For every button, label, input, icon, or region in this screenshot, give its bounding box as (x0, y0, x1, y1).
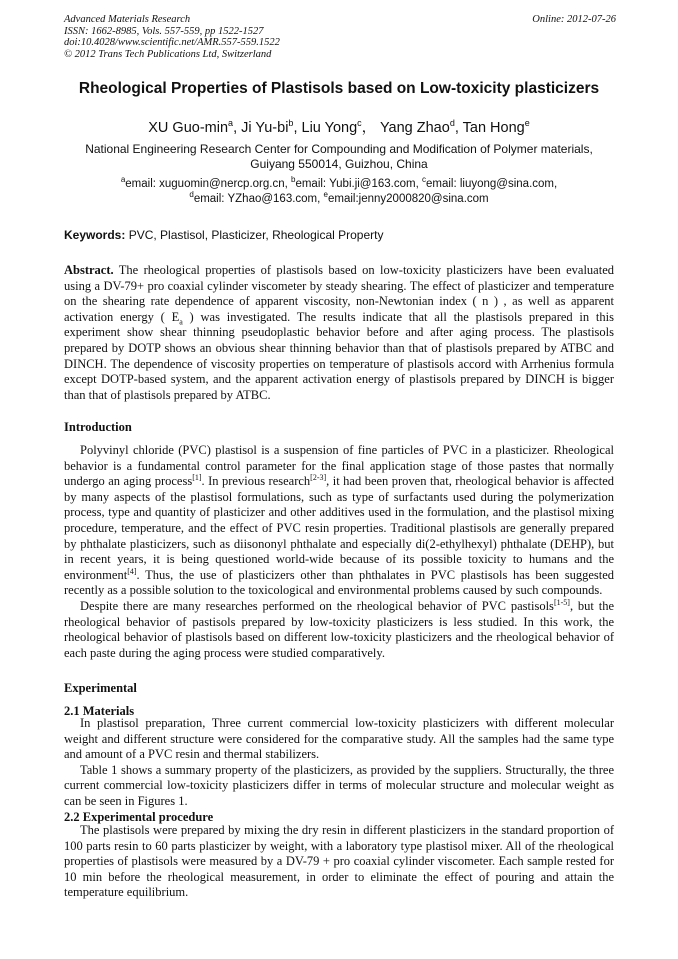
email-mark: e (323, 189, 328, 199)
materials-heading: 2.1 Materials (64, 704, 135, 718)
author-separator: , (293, 120, 302, 136)
doi-line: doi:10.4028/www.scientific.net/AMR.557-559.1522 (64, 37, 280, 48)
email-list (60, 177, 618, 206)
introduction-paragraph (64, 443, 614, 599)
abstract-label: Abstract. (64, 263, 114, 277)
citation[interactable]: [1-5] (553, 597, 570, 607)
paper-title: Rheological Properties of Plastisols based on Low-toxicity plasticizers (78, 80, 600, 97)
email-e[interactable]: email:jenny2000820@sina.com (327, 192, 489, 205)
introduction-body (64, 443, 614, 661)
journal-header (64, 14, 280, 60)
text-run: Despite there are many researches performed on the rheological behavior of PVC pastisols (80, 598, 554, 613)
citation[interactable]: [1] (192, 473, 202, 483)
author-list (40, 116, 638, 137)
affiliation-line: Guiyang 550014, Guizhou, China (250, 157, 428, 171)
materials-body (64, 716, 614, 810)
email-line (60, 189, 618, 207)
journal-name: Advanced Materials Research (64, 14, 191, 25)
text-run: . Thus, the use of plasticizers other than phthalates in PVC plastisols has been suggested recently as a possible solution to the toxicological and environmental problems caused by such compounds. (64, 567, 614, 598)
email-a[interactable]: email: xuguomin@nercp.org.cn, (125, 178, 291, 190)
author-mark: c (357, 118, 362, 129)
procedure-paragraph: The plastisols were prepared by mixing the dry resin in different plasticizers in the standard proportion of 100 parts resin to 60 parts plasticizer by weight, with a laboratory type plastisol mixer. All of the rheological properties of plastisols were measured by a DV-79 + pro coaxial cylinder viscometer. Each sample rested for 10 min before the rheological measurement, in order to eliminate the effect of pouring and attain the temperature equilibrium. (64, 823, 614, 900)
email-d[interactable]: email: YZhao@163.com, (193, 192, 324, 205)
keywords (64, 228, 624, 242)
procedure-body (64, 823, 614, 901)
text-run: . In previous research (201, 474, 311, 489)
experimental-heading: Experimental (64, 681, 137, 695)
author-separator: , (454, 120, 463, 136)
keywords-text: PVC, Plastisol, Plasticizer, Rheological Property (125, 228, 384, 242)
abstract-paragraph (64, 263, 614, 403)
materials-paragraph: Table 1 shows a summary property of the plasticizers, as provided by the suppliers. Structurally, the three current commercial low-toxicity plasticizers differ in terms of molecular structure and molecular weight as can be seen in Figures 1. (64, 762, 614, 808)
text-run: , but the rheological behavior of pastisols prepared by low-toxicity plasticizers is less studied. In this work, the rheological behavior of plastisols based on different low-toxicity plasticizers and the rheological behavior of each paste during the aging process were studied comparatively. (64, 598, 614, 660)
author-mark: a (228, 118, 234, 129)
email-b[interactable]: email: Yubi.ji@163.com, (295, 178, 422, 190)
email-mark: c (421, 175, 426, 185)
email-c[interactable]: email: liuyong@sina.com, (425, 178, 558, 190)
copyright-line: © 2012 Trans Tech Publications Ltd, Switzerland (64, 48, 272, 60)
email-mark: d (189, 189, 194, 199)
introduction-heading: Introduction (64, 420, 132, 434)
author-name: Tan Hong (462, 120, 525, 136)
subscript-a: a (179, 317, 183, 327)
text-run: , it had been proven that, rheological behavior is affected by many aspects of the plastisol formulations, such as type of surfactants used during the polymerization process, type and quantity of plasticizer and other additives used in the formulation, and the plastisol mixing procedure, temperature, and the effect of PVC resin properties. Traditional plastisols are generally prepared by phthalate plasticizers, such as diisononyl phthalate and especially di(2-ethylhexyl) phthalate (DEHP), but in recent years, it is being questioned world-wide because of its possible toxicity to humans and the environment (64, 474, 615, 582)
affiliation (60, 142, 618, 172)
author-name: Liu Yong (301, 120, 358, 136)
email-mark: b (291, 175, 296, 185)
abstract (64, 263, 614, 403)
email-line (60, 177, 618, 192)
citation[interactable]: [2-3] (310, 473, 327, 483)
introduction-paragraph (64, 599, 614, 661)
issn-line: ISSN: 1662-8985, Vols. 557-559, pp 1522-1527 (64, 25, 264, 37)
author-mark: e (524, 118, 530, 129)
author-separator: ， (361, 120, 380, 136)
author-mark: d (449, 118, 455, 129)
keywords-label: Keywords: (64, 228, 126, 242)
author-name: Yang Zhao (379, 120, 450, 136)
author-name: Ji Yu-bi (241, 120, 289, 136)
author-mark: b (288, 118, 294, 129)
author-name: XU Guo-min (148, 120, 229, 136)
abstract-text: ) was investigated. The results indicate that all the plastisols prepared in this experiment show shear thinning pseudoplastic behavior before and after aging process. The plastisols prepared by DOTP shows an obvious shear thinning behavior than that of plastisols prepared by ATBC and DINCH. The dependence of viscosity properties on temperature of plastisols accord with Arrhenius formula except DOTP-based system, and the apparent activation energy of plastisols prepared by DINCH is bigger than that of plastisols prepared by ATBC. (64, 309, 614, 402)
online-date: Online: 2012-07-26 (532, 14, 616, 25)
abstract-text: The rheological properties of plastisols based on low-toxicity plasticizers have been evaluated using a DV-79+ pro coaxial cylinder viscometer by steady shearing. The effect of plasticizer and temperature on the shearing rate dependence of apparent viscosity, non-Newtonian index ( n ) , as well as apparent activation energy ( E (64, 263, 614, 324)
affiliation-line: National Engineering Research Center for Compounding and Modification of Polymer materials, (85, 142, 593, 156)
author-separator: , (233, 120, 242, 136)
citation[interactable]: [4] (127, 566, 137, 576)
email-mark: a (120, 175, 126, 185)
materials-paragraph: In plastisol preparation, Three current commercial low-toxicity plasticizers with different molecular weight and different structure were considered for the comparative study. All the samples had the same type and amount of a PVC resin and thermal stabilizers. (64, 716, 614, 762)
procedure-heading: 2.2 Experimental procedure (64, 810, 214, 824)
text-run: Polyvinyl chloride (PVC) plastisol is a suspension of fine particles of PVC in a plasticizer. Rheological behavior is a fundamental control parameter for the final application stage of those pastes that normally undergo an aging process (64, 443, 614, 489)
